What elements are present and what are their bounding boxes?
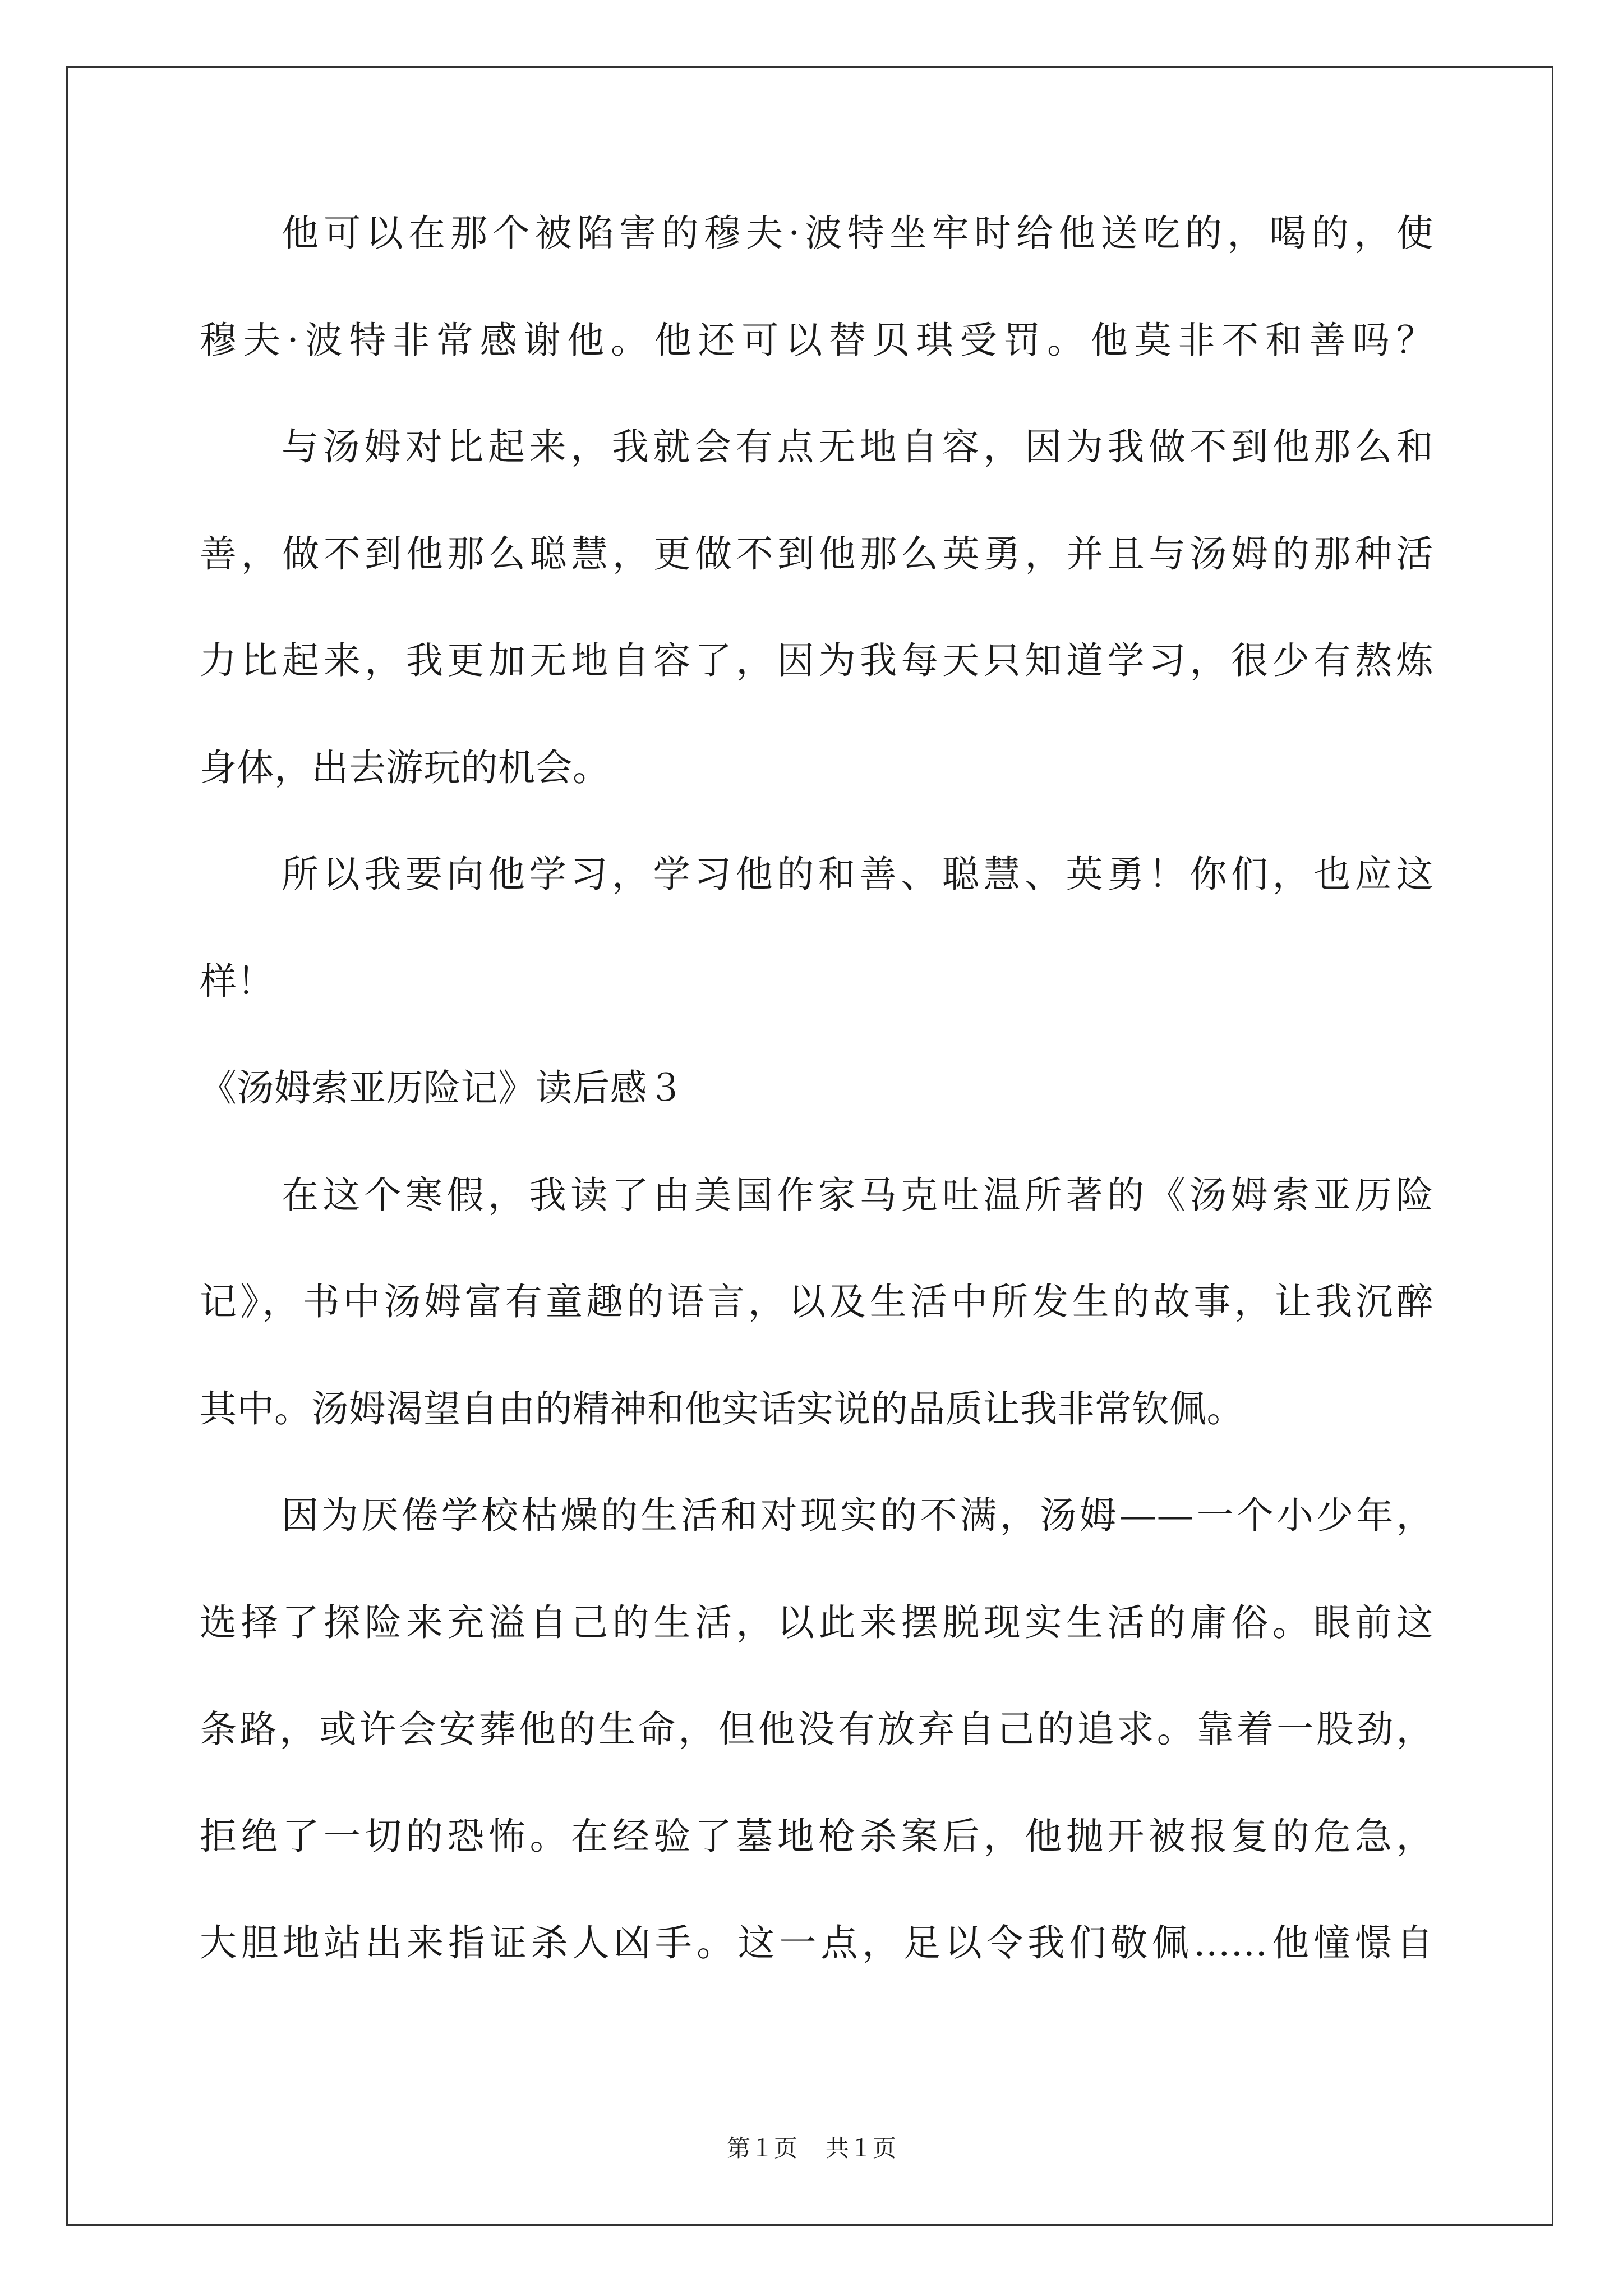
- section-heading: 《汤姆索亚历险记》读后感３: [200, 1066, 685, 1110]
- paragraph-line: 在这个寒假，我读了由美国作家马克吐温所著的《汤姆索亚历险: [282, 1174, 1433, 1217]
- page-border: [66, 66, 1553, 2226]
- paragraph-line: 条路，或许会安葬他的生命，但他没有放弃自己的追求。靠着一股劲，: [200, 1708, 1433, 1751]
- paragraph-line: 力比起来，我更加无地自容了，因为我每天只知道学习，很少有熬炼: [200, 639, 1433, 682]
- paragraph-line: 拒绝了一切的恐怖。在经验了墓地枪杀案后，他抛开被报复的危急，: [200, 1815, 1433, 1858]
- page-current: 第１页: [726, 2134, 797, 2162]
- paragraph-line: 穆夫·波特非常感谢他。他还可以替贝琪受罚。他莫非不和善吗？: [200, 319, 1433, 362]
- paragraph-line: 他可以在那个被陷害的穆夫·波特坐牢时给他送吃的，喝的，使: [282, 211, 1433, 255]
- page-total: 共１页: [826, 2134, 897, 2162]
- paragraph-line: 所以我要向他学习，学习他的和善、聪慧、英勇！你们，也应这: [282, 853, 1433, 896]
- paragraph-line: 因为厌倦学校枯燥的生活和对现实的不满，汤姆——一个小少年，: [282, 1494, 1433, 1537]
- paragraph-line: 身体，出去游玩的机会。: [200, 746, 610, 789]
- paragraph-line: 记》，书中汤姆富有童趣的语言，以及生活中所发生的故事，让我沉醉: [200, 1280, 1433, 1323]
- paragraph-line: 善，做不到他那么聪慧，更做不到他那么英勇，并且与汤姆的那种活: [200, 532, 1433, 576]
- page-footer: [0, 2134, 1623, 2162]
- paragraph-line: 其中。汤姆渴望自由的精神和他实话实说的品质让我非常钦佩。: [200, 1387, 1244, 1430]
- paragraph-line: 大胆地站出来指证杀人凶手。这一点，足以令我们敬佩……他憧憬自: [200, 1921, 1433, 1964]
- paragraph-line: 样！: [200, 960, 274, 1003]
- paragraph-line: 选择了探险来充溢自己的生活，以此来摆脱现实生活的庸俗。眼前这: [200, 1601, 1433, 1644]
- paragraph-line: 与汤姆对比起来，我就会有点无地自容，因为我做不到他那么和: [282, 425, 1433, 468]
